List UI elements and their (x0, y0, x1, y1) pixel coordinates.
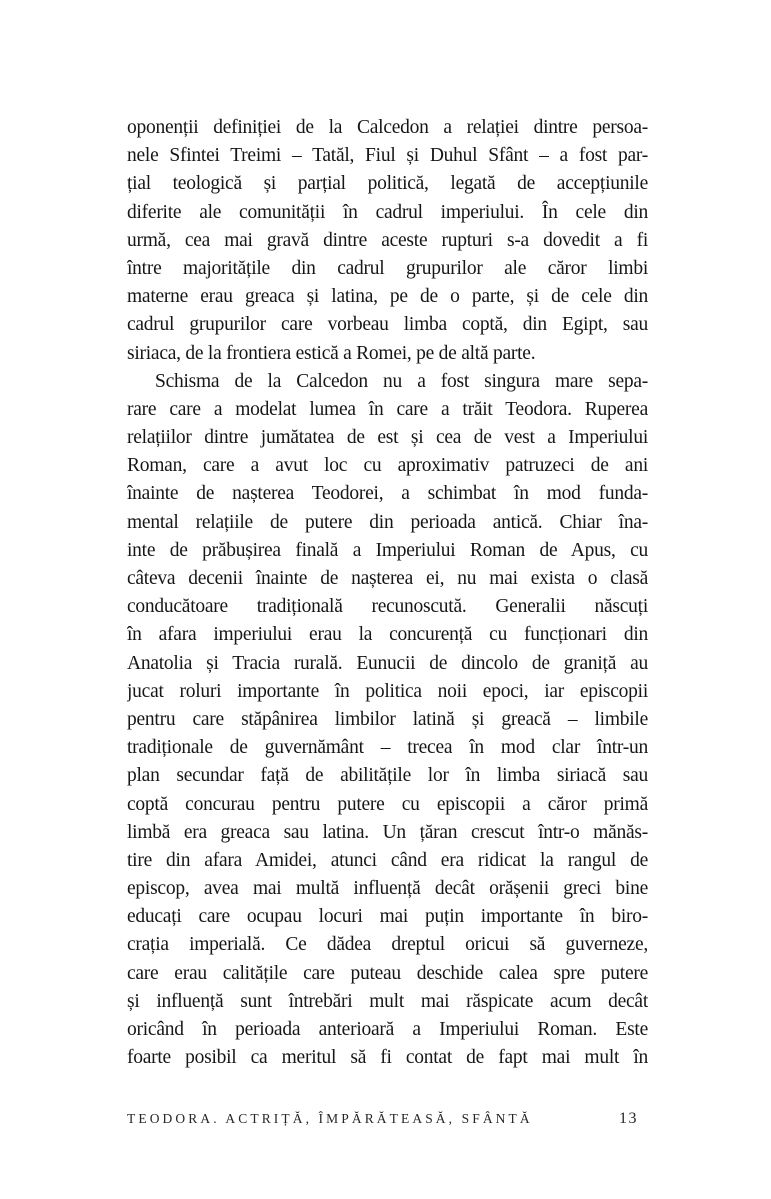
text-line: urmă, cea mai gravă dintre aceste rupturi s-a dovedit a fi (127, 229, 648, 251)
text-line: episcop, avea mai multă influență decât orășenii greci bine (127, 878, 648, 900)
text-line: pentru care stăpânirea limbilor latină și greacă – limbile (127, 708, 648, 730)
text-line: în afara imperiului erau la concurență cu funcționari din (127, 624, 648, 646)
text-line: câteva decenii înainte de nașterea ei, nu mai exista o clasă (127, 568, 648, 589)
paragraph (127, 368, 648, 1073)
text-line: mental relațiile de putere din perioada antică. Chiar îna- (127, 511, 648, 533)
text-line: tradiționale de guvernământ – trecea în mod clar într-un (127, 737, 648, 759)
page-number: 13 (619, 1110, 638, 1127)
text-line: siriaca, de la frontiera estică a Romei, pe de altă parte. (127, 342, 536, 364)
text-line: și influență sunt întrebări mult mai răspicate acum decât (127, 990, 648, 1012)
running-title: TEODORA. ACTRIȚĂ, ÎMPĂRĂTEASĂ, SFÂNTĂ (127, 1111, 533, 1126)
text-line: Roman, care a avut loc cu aproximativ patruzeci de ani (127, 455, 648, 477)
text-line: nele Sfintei Treimi – Tatăl, Fiul și Duhul Sfânt – a fost par- (127, 145, 648, 167)
text-line: Anatolia și Tracia rurală. Eunucii de dincolo de graniță au (127, 652, 648, 674)
text-line: coptă concurau pentru putere cu episcopii a căror primă (127, 793, 648, 815)
text-line: înainte de nașterea Teodorei, a schimbat în mod funda- (127, 483, 648, 505)
page-footer (127, 1110, 648, 1128)
paragraph (127, 114, 648, 368)
text-line: materne erau greaca și latina, pe de o parte, și de cele din (127, 286, 648, 308)
text-line: cadrul grupurilor care vorbeau limba coptă, din Egipt, sau (127, 314, 648, 336)
text-line: plan secundar față de abilitățile lor în limba siriacă sau (127, 765, 648, 787)
text-line: țial teologică și parțial politică, legată de accepțiunile (127, 173, 648, 195)
text-line: oponenții definiției de la Calcedon a relației dintre persoa- (127, 117, 648, 138)
text-line: oricând în perioada anterioară a Imperiului Roman. Este (127, 1019, 648, 1040)
text-line: tire din afara Amidei, atunci când era ridicat la rangul de (127, 849, 648, 871)
text-line: diferite ale comunității în cadrul imperiului. În cele din (127, 201, 648, 223)
text-line: rare care a modelat lumea în care a trăit Teodora. Ruperea (127, 398, 648, 420)
text-line: conducătoare tradițională recunoscută. Generalii născuți (127, 596, 648, 618)
text-line: relațiilor dintre jumătatea de est și cea de vest a Imperiului (127, 427, 648, 449)
text-line: Schisma de la Calcedon nu a fost singura mare sepa- (155, 370, 648, 392)
text-line: între majoritățile din cadrul grupurilor ale căror limbi (127, 257, 648, 279)
text-line: educați care ocupau locuri mai puțin importante în biro- (127, 906, 648, 928)
text-line: crația imperială. Ce dădea dreptul oricui să guverneze, (127, 934, 648, 956)
text-line: inte de prăbușirea finală a Imperiului Roman de Apus, cu (127, 539, 648, 561)
text-line: care erau calitățile care puteau deschide calea spre putere (127, 962, 648, 984)
text-line: limbă era greaca sau latina. Un țăran crescut într-o mănăs- (127, 821, 648, 843)
text-line: jucat roluri importante în politica noii epoci, iar episcopii (127, 680, 648, 702)
text-line: foarte posibil ca meritul să fi contat de fapt mai mult în (127, 1047, 648, 1069)
text-block (127, 114, 648, 1072)
